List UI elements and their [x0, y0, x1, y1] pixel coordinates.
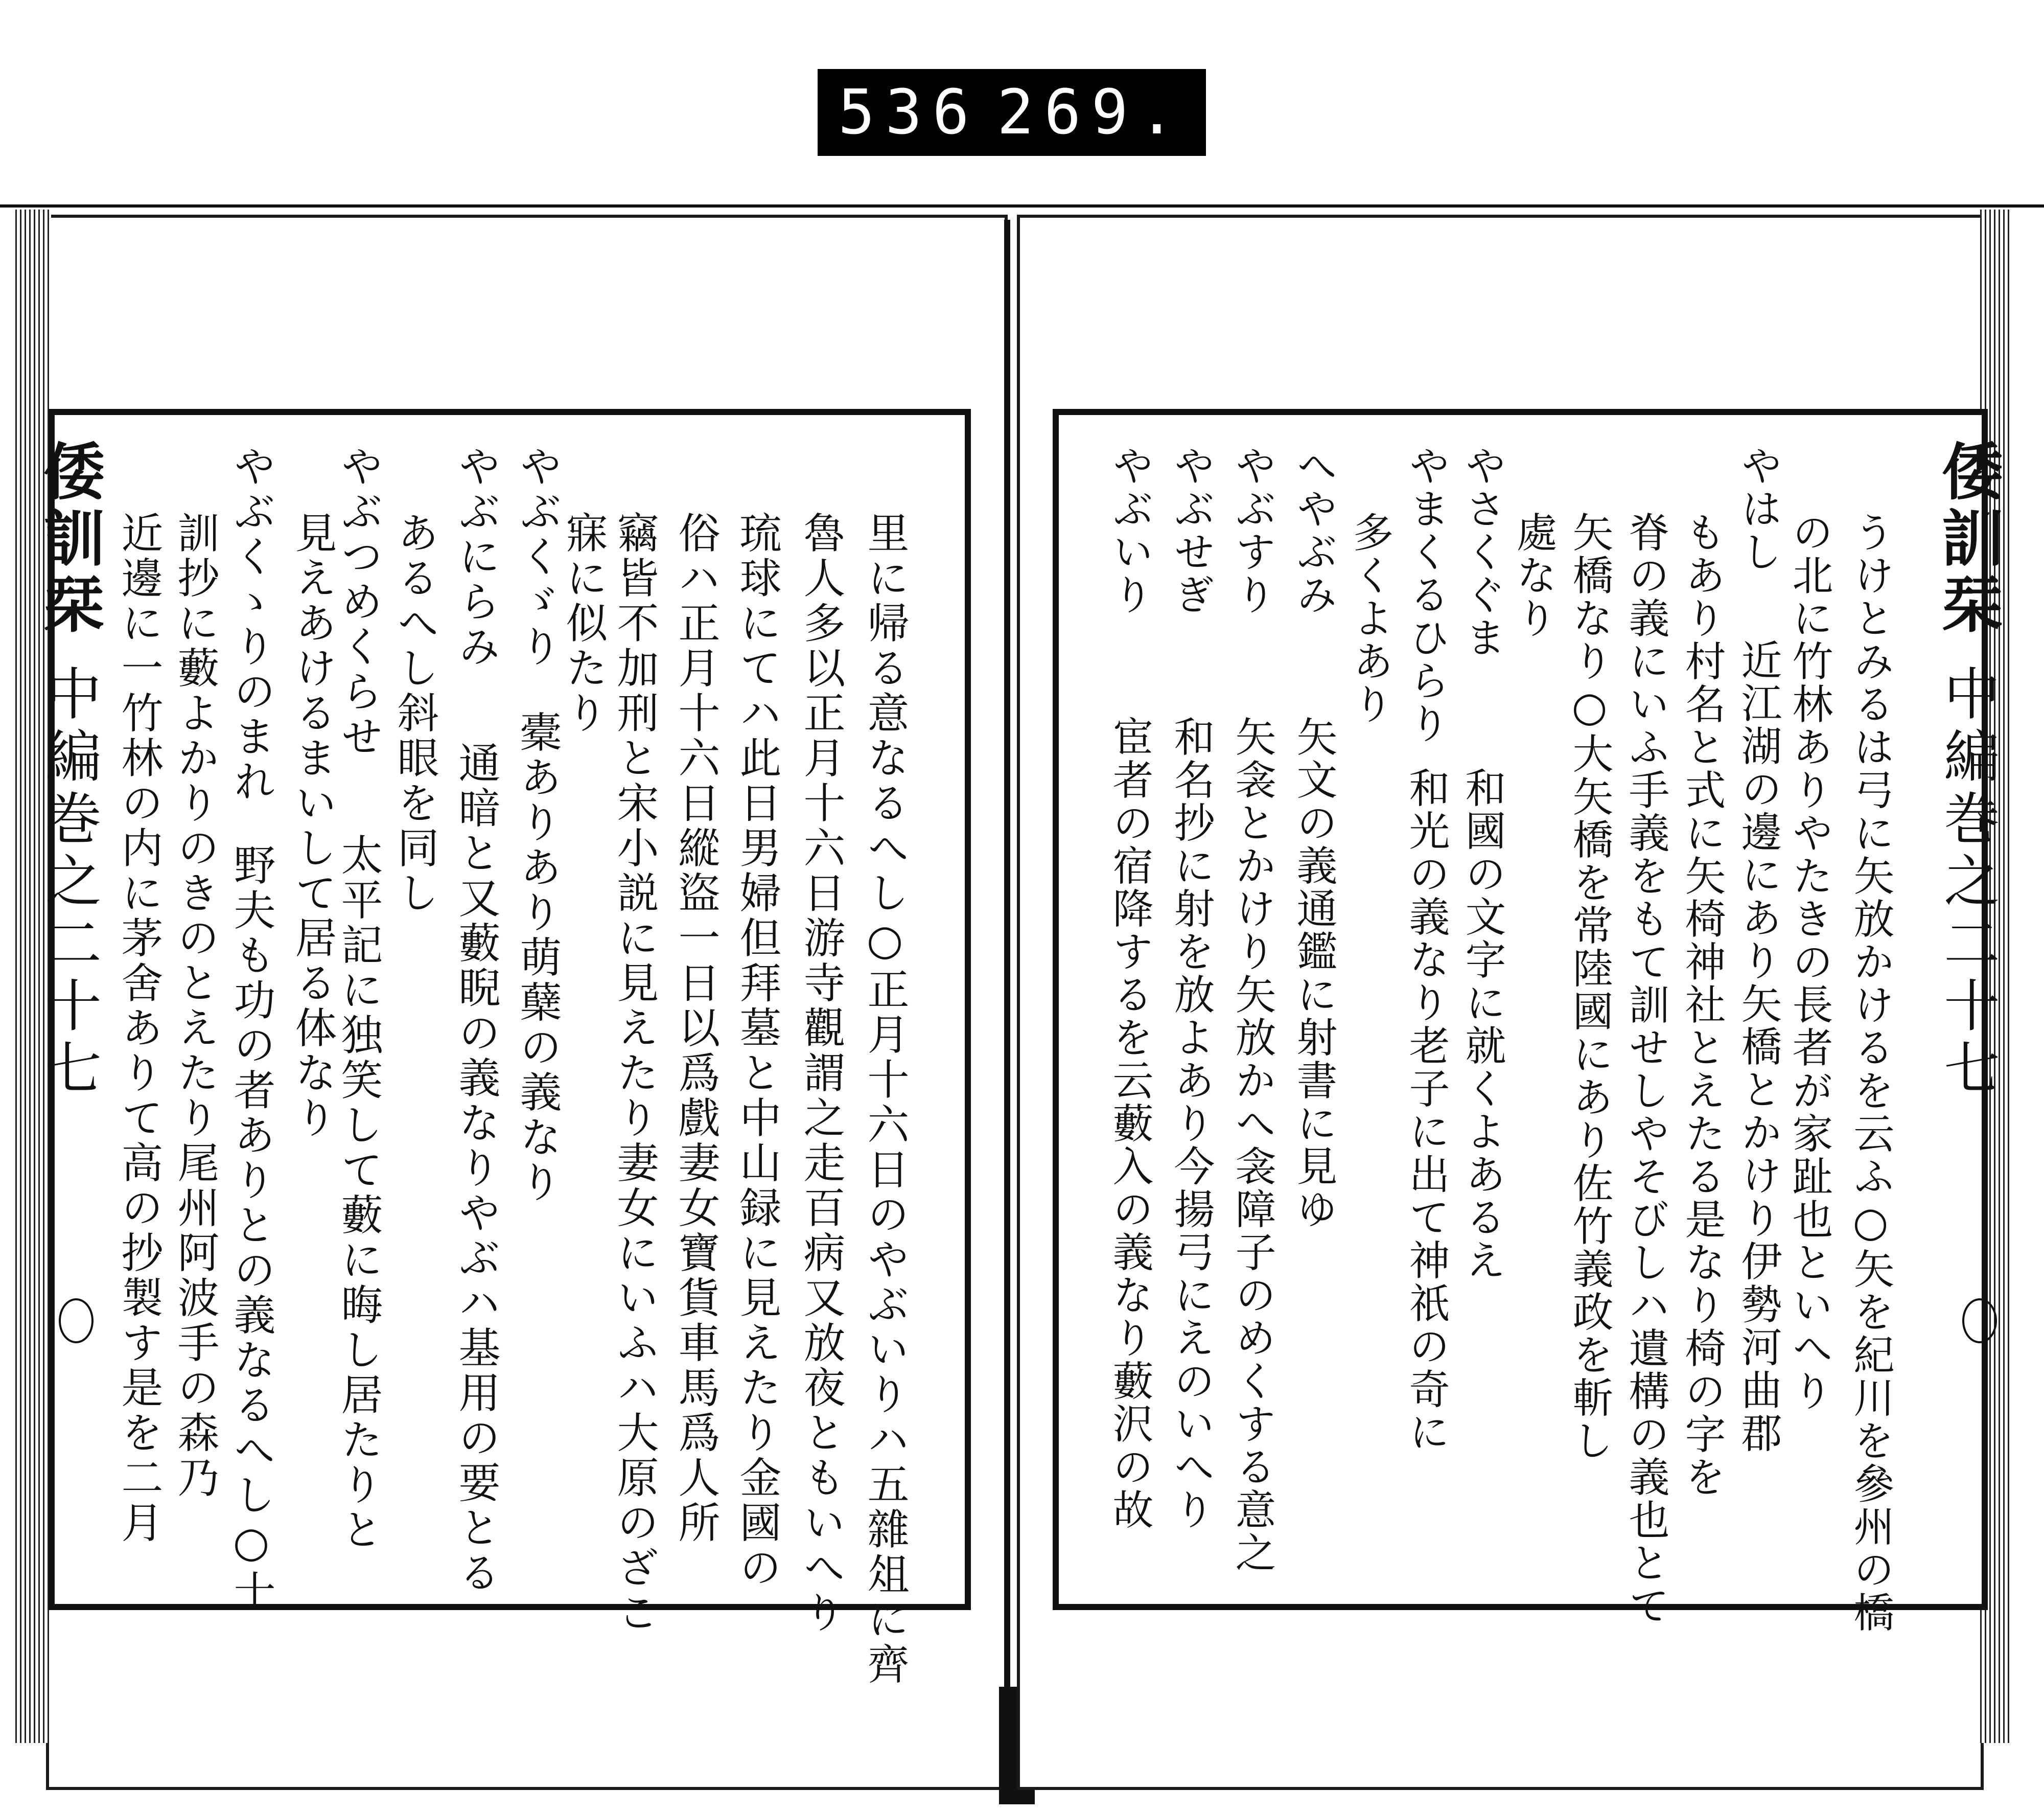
- right-col-10: 多くよあり: [1346, 511, 1393, 726]
- book-spine: [1004, 220, 1010, 1758]
- right-col-1: うけとみるは弓に矢放かけるを云ふ○矢を紀川を參州の橋: [1847, 511, 1894, 1634]
- right-margin-volume: 中編巻之二十七: [1935, 664, 2000, 1101]
- left-annotation-1: 橐ありあり萌蘖の義なり: [513, 710, 562, 1205]
- left-margin-title: 倭訓栞: [33, 440, 105, 639]
- left-col-10: やぶつめくらせ: [334, 445, 383, 760]
- right-annotation-4: 矢文の義通鑑に射書に見ゆ: [1290, 716, 1337, 1231]
- left-col-4: 俗ハ正月十六日縱盜一日以爲戲妻女寶貨車馬爲人所: [671, 511, 720, 1546]
- catalog-number-label: [818, 69, 1206, 156]
- left-col-11: 見えあけるまいして居る体なり: [288, 511, 337, 1141]
- catalog-number-left: 536: [838, 77, 980, 148]
- right-col-3: やはし: [1734, 445, 1782, 573]
- left-col-5: 竊皆不加刑と宋小説に見えたり妻女にいふハ大原のざこ: [610, 511, 659, 1636]
- right-annotation-3: 和光の義なり老子に出て神祇の奇に: [1402, 767, 1450, 1454]
- left-col-2: 魯人多以正月十六日游寺觀謂之走百病又放夜ともいへり: [797, 511, 845, 1636]
- right-margin-title: 倭訓栞: [1932, 440, 2004, 639]
- right-col-7: 處なり: [1509, 511, 1557, 640]
- right-annotation-2: 和國の文字に就くよあるえ: [1458, 767, 1506, 1282]
- left-col-6: 寐に似たり: [559, 511, 608, 736]
- left-annotation-3: 太平記に独笑して藪に晦し居たりと: [334, 833, 383, 1553]
- right-col-14: やぶいり: [1106, 445, 1153, 616]
- right-margin-hole: [1962, 1298, 1997, 1343]
- left-col-3: 琉球にてハ此日男婦但拜墓と中山録に見えたり金國の: [733, 511, 781, 1591]
- top-ruling: [0, 204, 2044, 208]
- left-annotation-2: 通暗と又藪睨の義なりやぶハ基用の要とる: [452, 741, 500, 1596]
- left-col-1: 里に帰る意なるへし○正月十六日のやぶいりハ五雜俎に齊: [861, 511, 909, 1687]
- right-col-5: 脊の義にいふ手義をもて訓せしやそびしハ遺構の義也とて: [1622, 511, 1669, 1627]
- left-col-14: 近邊に一竹林の内に茅舍ありて高の抄製す是を二月: [114, 511, 163, 1546]
- left-margin-volume: 中編巻之二十七: [36, 664, 102, 1101]
- right-annotation-6: 和名抄に射を放よあり今揚弓にえのいへり: [1167, 716, 1215, 1531]
- right-col-13: やぶせぎ: [1167, 445, 1215, 616]
- right-col-4: もあり村名と式に矢椅神社とえたる是なり椅の字を: [1678, 511, 1726, 1499]
- right-annotation-7: 宦者の宿降するを云藪入の義なり藪沢の故: [1106, 716, 1153, 1531]
- left-col-13: 訓抄に藪よかりのきのとえたり尾州阿波手の森乃: [171, 511, 219, 1501]
- left-col-12: やぶくゝりのまれ: [227, 445, 275, 805]
- left-annotation-4: 野夫も功の者ありとの義なるへし○十: [227, 843, 275, 1615]
- right-annotation-1: 近江湖の邊にあり矢橋とかけり伊勢河曲郡: [1734, 639, 1782, 1455]
- left-col-8: やぶにらみ: [452, 445, 500, 670]
- left-col-9: あるへし斜眼を同し: [390, 511, 439, 916]
- right-col-6: 矢橋なり○大矢橋を常陸國にあり佐竹義政を斬し: [1566, 511, 1613, 1462]
- right-col-2: の北に竹林ありやたきの長者が家趾也といへり: [1785, 511, 1833, 1413]
- catalog-number-right: 269.: [997, 77, 1186, 148]
- right-col-12: やぶすり: [1228, 445, 1276, 616]
- right-annotation-5: 矢衾とかけり矢放かへ衾障子のめくする意之: [1228, 716, 1276, 1574]
- right-col-8: やさくぐま: [1458, 445, 1506, 659]
- left-col-7: やぶくゞり: [513, 445, 562, 670]
- right-col-9: やまくるひらり: [1402, 445, 1450, 745]
- left-margin-hole: [59, 1298, 94, 1343]
- right-col-11: へやぶみ: [1290, 445, 1337, 616]
